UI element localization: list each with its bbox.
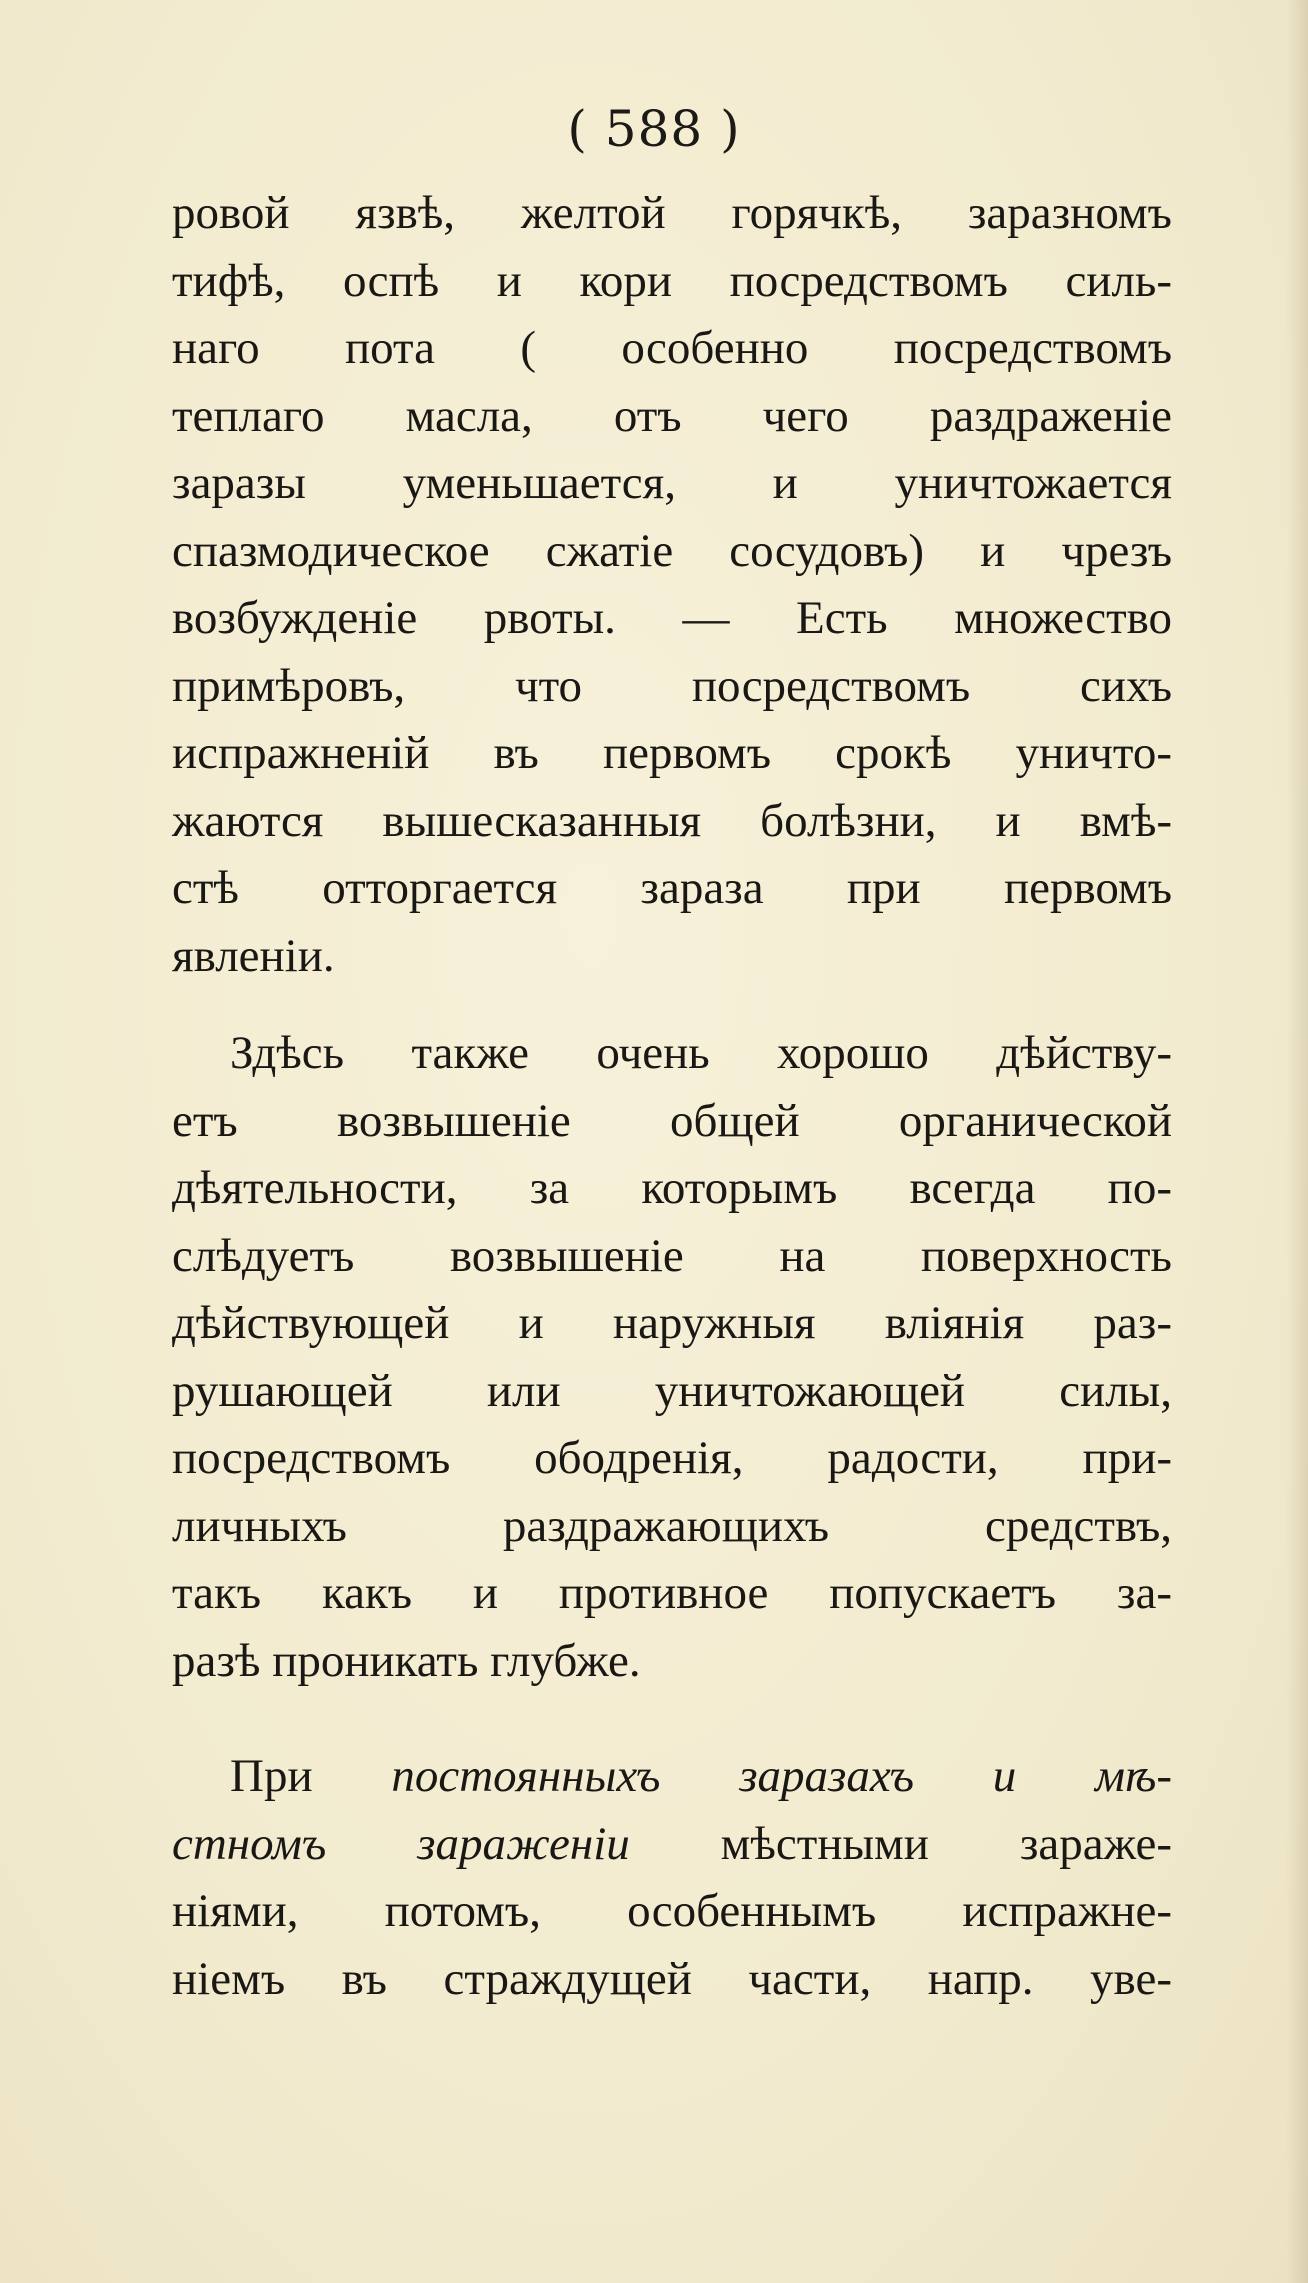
paragraph-gap bbox=[172, 990, 1172, 1020]
text-line: посредствомъ ободренія, радости, при- bbox=[172, 1432, 1172, 1484]
text-line: личныхъ раздражающихъ средствъ, bbox=[172, 1499, 1172, 1552]
paragraph-2 bbox=[172, 1020, 1172, 1695]
text-line: ровой язвѣ, желтой горячкѣ, заразномъ bbox=[172, 187, 1172, 239]
text-line: наго пота ( особенно посредствомъ bbox=[172, 322, 1172, 374]
text-line: примѣровъ, что посредствомъ сихъ bbox=[172, 659, 1172, 712]
text-line: спазмодическое сжатіе сосудовъ) и чрезъ bbox=[172, 524, 1172, 577]
italic-term: стномъ зараженіи bbox=[172, 1817, 630, 1870]
page-text bbox=[172, 180, 1172, 2013]
text-line: жаются вышесказанныя болѣзни, и вмѣ- bbox=[172, 794, 1172, 847]
text-run: мѣстными зараже- bbox=[629, 1817, 1172, 1870]
text-line: Здѣсь также очень хорошо дѣйству- bbox=[230, 1027, 1172, 1079]
text-run: При bbox=[230, 1750, 392, 1802]
text-line: явленіи. bbox=[172, 929, 335, 982]
text-line bbox=[172, 1811, 1172, 1879]
paragraph-3 bbox=[172, 1743, 1172, 2013]
paragraph-1 bbox=[172, 180, 1172, 990]
text-line: слѣдуетъ возвышеніе на поверхность bbox=[172, 1229, 1172, 1282]
text-line: рушающей или уничтожающей силы, bbox=[172, 1364, 1172, 1417]
text-line: такъ какъ и противное попускаетъ за- bbox=[172, 1567, 1172, 1619]
paragraph-gap bbox=[172, 1695, 1172, 1743]
text-line: дѣйствующей и наружныя вліянія раз- bbox=[172, 1297, 1172, 1349]
page-number: ( 588 ) bbox=[567, 100, 741, 158]
text-line: стѣ отторгается зараза при первомъ bbox=[172, 862, 1172, 914]
text-line: тифѣ, оспѣ и кори посредствомъ силь- bbox=[172, 254, 1172, 307]
text-line: етъ возвышеніе общей органической bbox=[172, 1094, 1172, 1147]
italic-term: постоянныхъ заразахъ и мѣ- bbox=[391, 1750, 1172, 1802]
text-line: ніями, потомъ, особеннымъ испражне- bbox=[172, 1885, 1172, 1937]
text-line: испражненій въ первомъ срокѣ уничто- bbox=[172, 727, 1172, 779]
page-edge-shadow bbox=[1286, 0, 1308, 2283]
text-line: дѣятельности, за которымъ всегда по- bbox=[172, 1162, 1172, 1214]
text-line: разѣ проникать глубже. bbox=[172, 1634, 641, 1687]
text-line: ніемъ въ страждущей части, напр. уве- bbox=[172, 1952, 1172, 2005]
text-line: возбужденіе рвоты. — Есть множество bbox=[172, 592, 1172, 644]
text-line: теплаго масла, отъ чего раздраженіе bbox=[172, 389, 1172, 442]
text-line: заразы уменьшается, и уничтожается bbox=[172, 457, 1172, 509]
text-line bbox=[172, 1743, 1172, 1811]
